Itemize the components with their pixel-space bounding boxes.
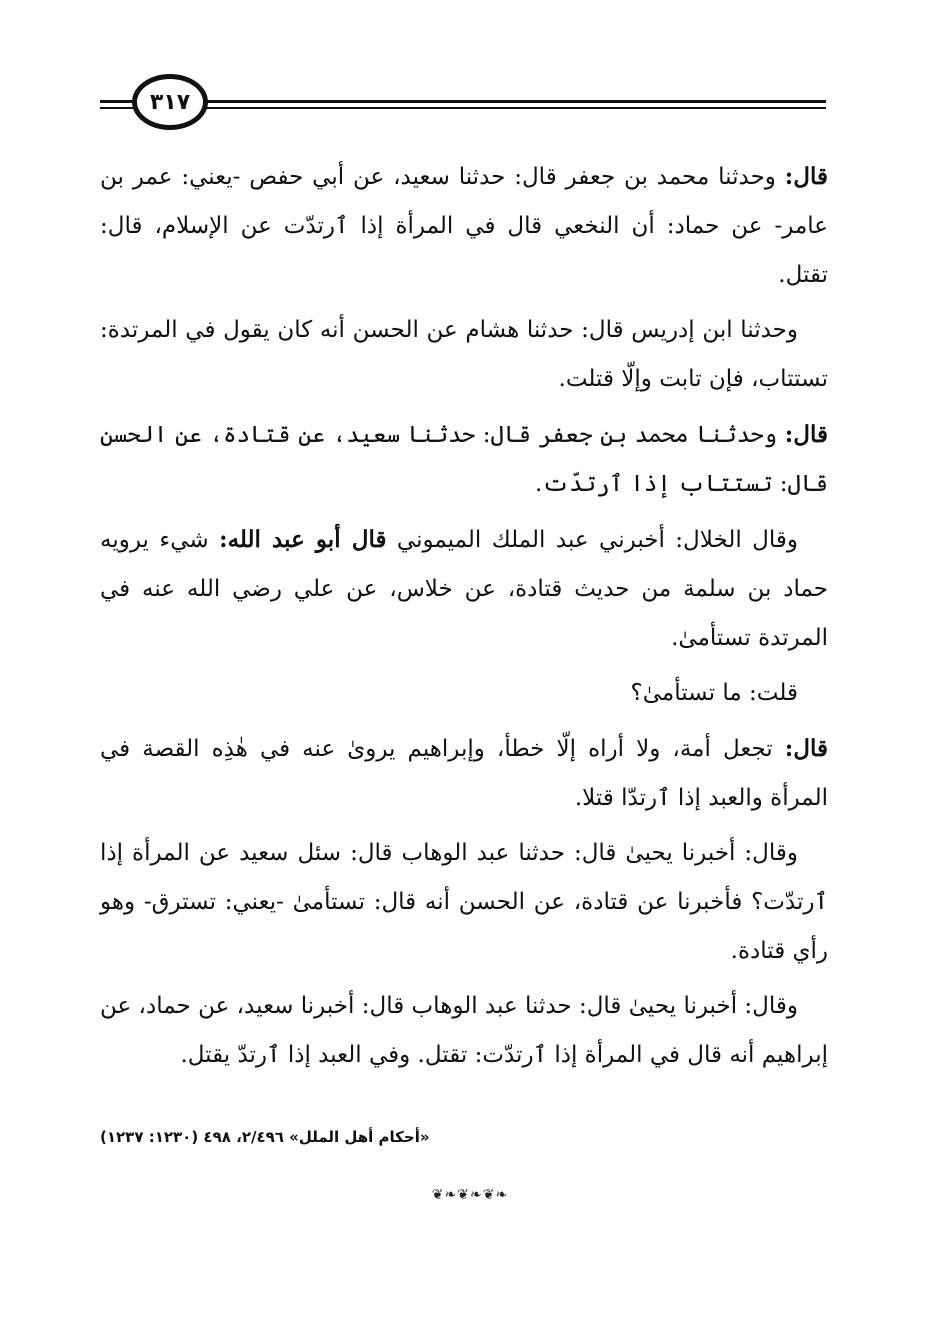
section-end-ornament: ❦❧❦❧❦❧ (431, 1187, 509, 1203)
header-rule-bottom (100, 107, 826, 109)
paragraph-bold-phrase: قال أبو عبد الله: (219, 526, 387, 553)
page-body (100, 152, 828, 1086)
paragraph-lead: قال: (784, 421, 828, 448)
paragraph-lead: قال: (784, 163, 828, 190)
page-number: ٣١٧ (149, 89, 191, 115)
paragraph-lead: قال: (784, 735, 828, 762)
paragraph (100, 669, 828, 718)
paragraph-text: وقال: أخبرنا يحيىٰ قال: حدثنا عبد الوهاب قال: أخبرنا سعيد، عن حماد، عن إبراهيم أنه قال في المرأة إذا ٱرتدّت: تقتل. وفي العبد إذا ٱرتدّ يقتل. (100, 993, 828, 1068)
paragraph (100, 306, 828, 404)
paragraph-text: وقال: أخبرنا يحيىٰ قال: حدثنا عبد الوهاب قال: سئل سعيد عن المرأة إذا ٱرتدّت؟ فأخبرنا عن قتادة، عن الحسن أنه قال: تستأمىٰ -يعني: تسترق- وهو رأي قتادة. (100, 840, 828, 964)
paragraph-text: وحدثنا محمد بن جعفر قال: حدثنا سعيد، عن أبي حفص -يعني: عمر بن عامر- عن حماد: أن النخعي قال في المرأة إذا ٱرتدّت عن الإسلام، قال: تقتل. (100, 164, 828, 288)
page-header (100, 74, 826, 132)
paragraph-text: تجعل أمة، ولا أراه إلّا خطأ، وإبراهيم يروىٰ عنه في هٰذِه القصة في المرأة والعبد إذا ٱرتدّا قتلا. (100, 736, 828, 811)
paragraph (100, 410, 828, 509)
paragraph-text: شيء يرويه حماد بن سلمة من حديث قتادة، عن خلاس، عن علي رضي الله عنه في المرتدة تستأمىٰ. (100, 527, 828, 651)
paragraph-text: وقال الخلال: أخبرني عبد الملك الميموني (386, 527, 799, 553)
paragraph (100, 152, 828, 300)
header-rule-top (100, 100, 826, 103)
paragraph-text: وحدثنا ابن إدريس قال: حدثنا هشام عن الحسن أنه كان يقول في المرتدة: تستتاب، فإن تابت وإلّا قتلت. (100, 317, 828, 392)
paragraph-text: وحدثنا محمد بن جعفر قال: حدثنا سعيد، عن قتادة، عن الحسن قال: تستتاب إذا ٱرتدّت. (100, 422, 828, 497)
paragraph (100, 724, 828, 823)
paragraph (100, 982, 828, 1080)
source-citation: «أحكام أهل الملل» ٢/٤٩٦، ٤٩٨ (١٢٣٠: ١٢٣٧) (100, 1128, 430, 1146)
paragraph (100, 829, 828, 976)
page-number-badge (132, 74, 208, 130)
paragraph-text: قلت: ما تستأمىٰ؟ (630, 680, 798, 706)
paragraph (100, 515, 828, 663)
